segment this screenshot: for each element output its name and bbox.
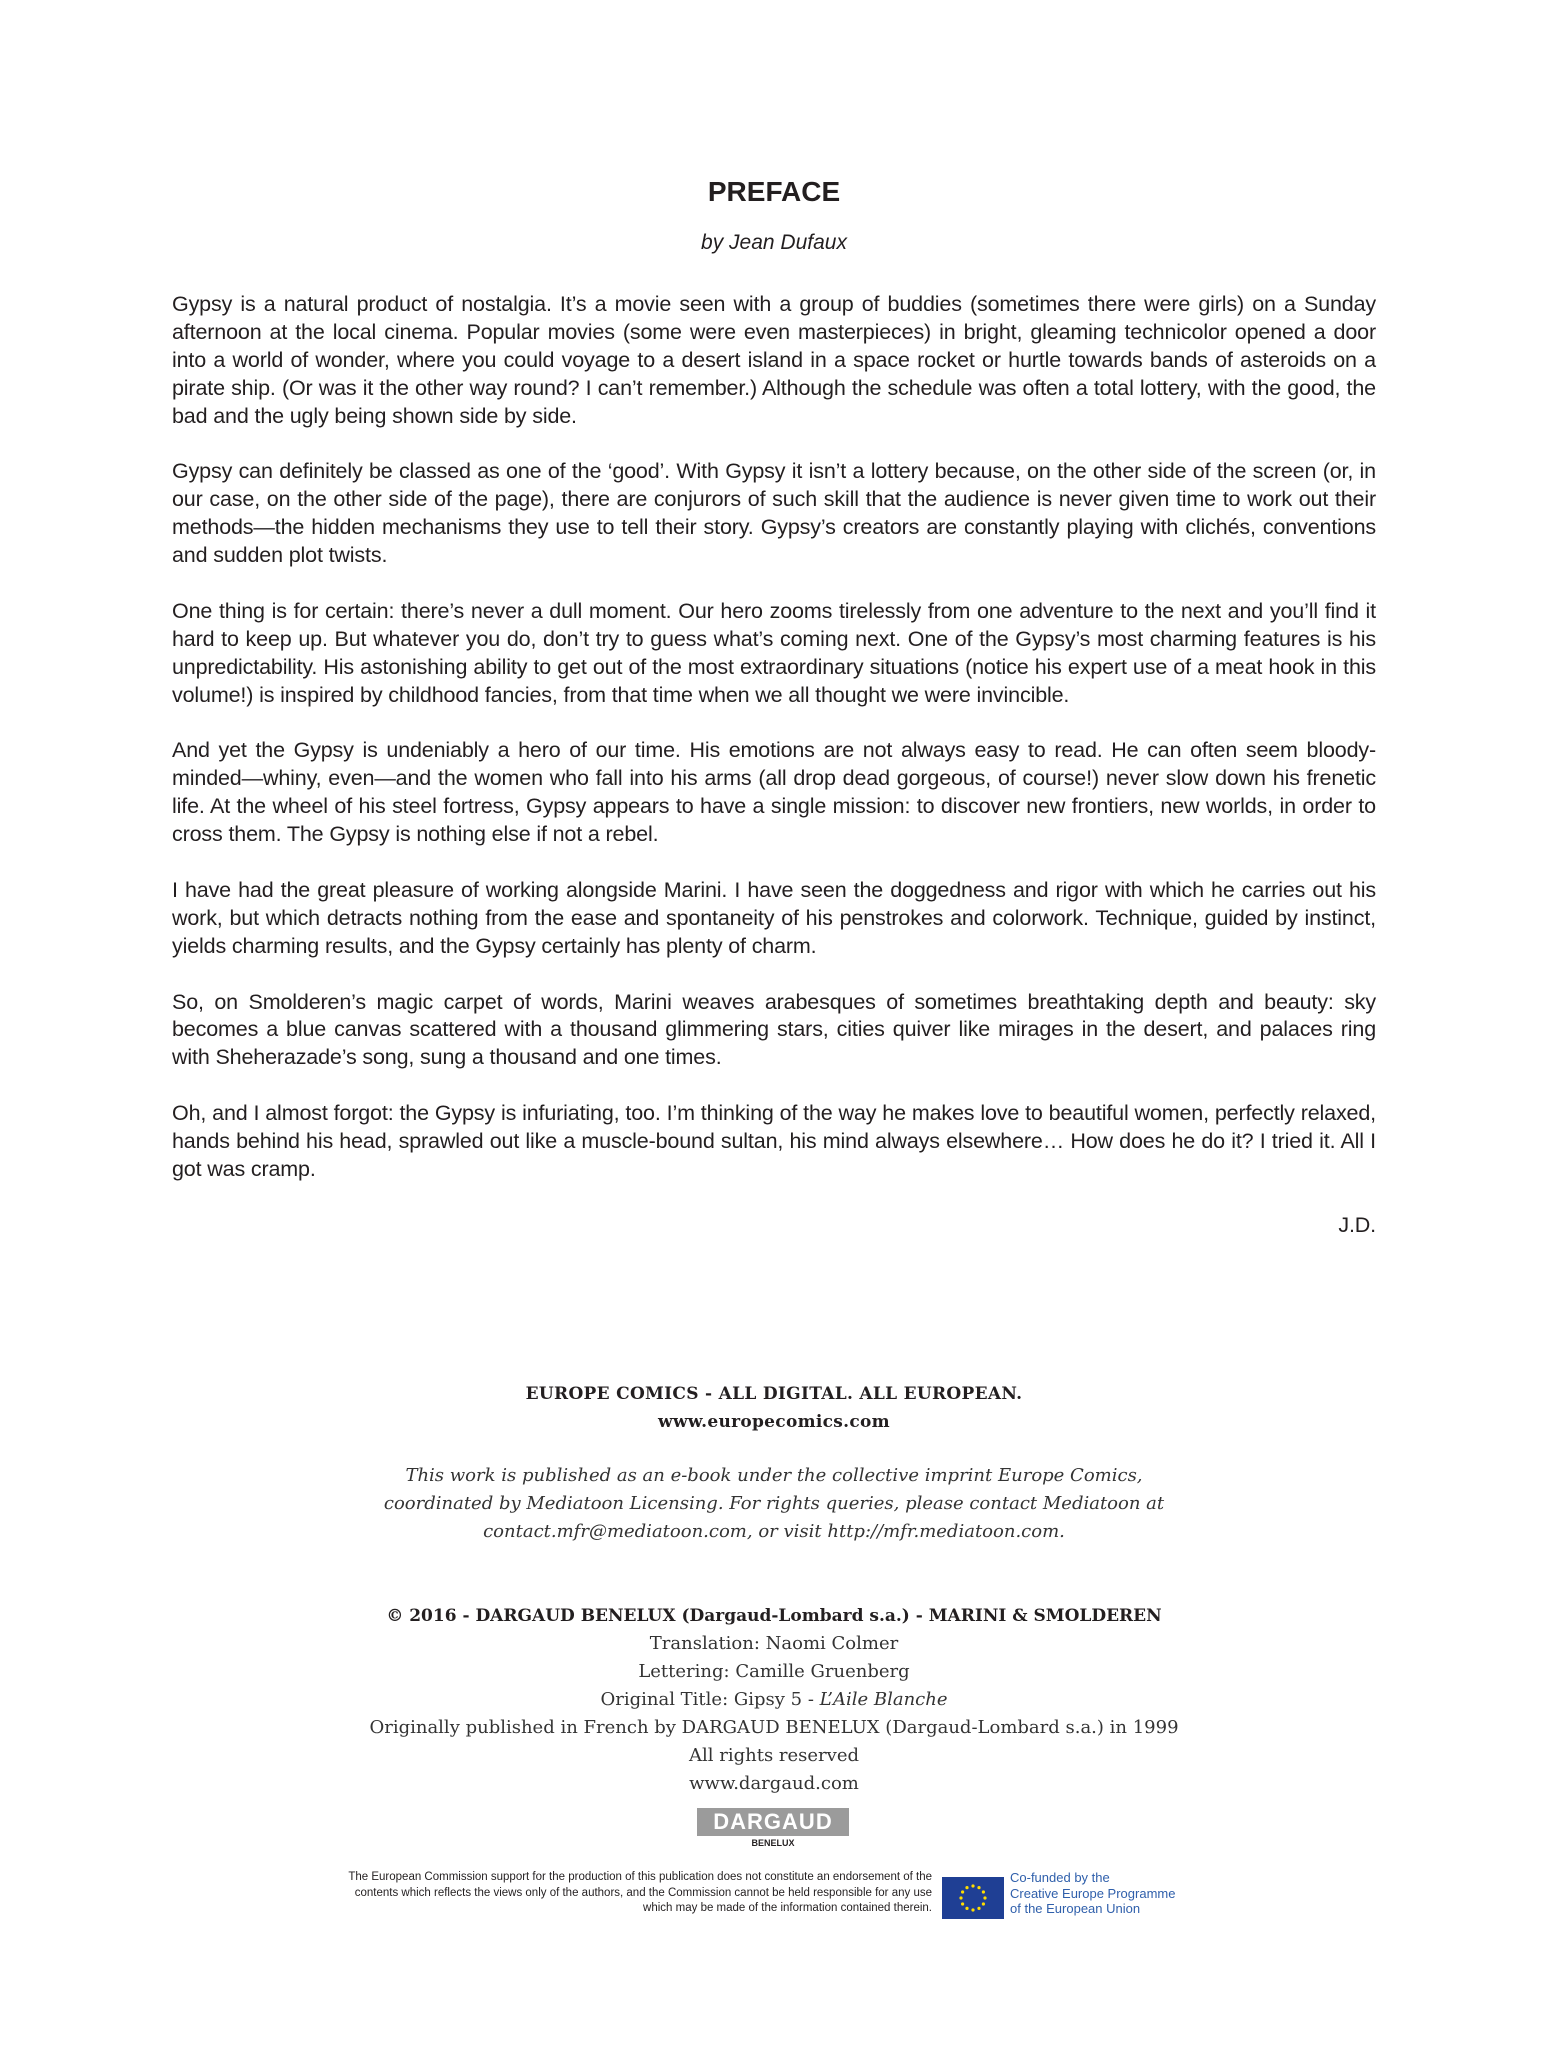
page-title: PREFACE	[707, 176, 841, 207]
imprint-text: EUROPE COMICS - ALL DIGITAL. ALL EUROPEAN.	[525, 1384, 1023, 1404]
eu-cofunded	[1010, 1870, 1175, 1917]
lettering-credit: Lettering: Camille Gruenberg	[638, 1661, 910, 1682]
paragraph: Oh, and I almost forgot: the Gypsy is infuriating, too. I’m thinking of the way he makes love to beautiful women, perfectly relaxed, hands behind his head, sprawled out like a muscle-bound sultan, his mind always elsewhere… How does he do it? I tried it. All I got was cramp.	[172, 1101, 1376, 1181]
dargaud-logo	[697, 1808, 849, 1848]
dargaud-logo-sub: BENELUX	[751, 1838, 795, 1848]
rights-reserved: All rights reserved	[689, 1745, 859, 1766]
paragraph: One thing is for certain: there’s never a dull moment. Our hero zooms tirelessly from one adventure to the next and you’ll find it hard to keep up. But whatever you do, don’t try to guess what’s coming next. One of the Gypsy’s most charming features is his unpredictability. His astonishing ability to get out of the most extraordinary situations (notice his expert use of a meat hook in this volume!) is inspired by childhood fancies, from that time when we all thought we were invincible.	[172, 598, 1376, 707]
publication-note: This work is published as an e-book under the collective imprint Europe Comics, coordinated by Mediatoon Licensing. For rights queries, please contact Mediatoon at contact.mfr@mediatoon.com, or visit http://mfr.mediatoon.com.	[383, 1465, 1165, 1542]
dargaud-link[interactable]: www.dargaud.com	[689, 1773, 859, 1794]
paragraph: Gypsy is a natural product of nostalgia. It’s a movie seen with a group of buddies (sometimes there were girls) on a Sunday afternoon at the local cinema. Popular movies (some were even masterpieces) in bright, gleaming technicolor opened a door into a world of wonder, where you could voyage to a desert island in a space rocket or hurtle towards bands of asteroids on a pirate ship. (Or was it the other way round? I can’t remember.) Although the schedule was often a total lottery, with the good, the bad and the ugly being shown side by side.	[172, 292, 1376, 428]
paragraph: And yet the Gypsy is undeniably a hero of our time. His emotions are not always easy to read. He can often seem bloody-minded—whiny, even—and the women who fall into his arms (all drop dead gorgeous, of course!) never slow down his frenetic life. At the wheel of his steel fortress, Gypsy appears to have a single mission: to discover new frontiers, new worlds, in order to cross them. The Gypsy is nothing else if not a rebel.	[172, 738, 1376, 847]
byline: by Jean Dufaux	[701, 231, 847, 254]
eu-line: Co-funded by the	[1010, 1870, 1110, 1885]
paragraph: I have had the great pleasure of working alongside Marini. I have seen the doggedness and rigor with which he carries out his work, but which detracts nothing from the ease and spontaneity of his penstrokes and colorwork. Technique, guided by instinct, yields charming results, and the Gypsy certainly has plenty of charm.	[172, 877, 1376, 958]
paragraph: Gypsy can definitely be classed as one of the ‘good’. With Gypsy it isn’t a lottery because, on the other side of the screen (or, in our case, on the other side of the page), there are conjurors of such skill that the audience is never given time to work out their methods—the hidden mechanisms they use to tell their story. Gypsy’s creators are constantly playing with clichés, conventions and sudden plot twists.	[172, 459, 1376, 568]
preface-body	[172, 291, 1376, 1268]
credits-block	[0, 1602, 1548, 1798]
original-title-value: L’Aile Blanche	[819, 1689, 948, 1710]
original-publication: Originally published in French by DARGAUD BENELUX (Dargaud-Lombard s.a.) in 1999	[369, 1717, 1179, 1738]
signature: J.D.	[1338, 1212, 1376, 1237]
imprint-block	[0, 1380, 1548, 1436]
dargaud-logo-text: DARGAUD	[697, 1808, 849, 1836]
original-title	[0, 1686, 1548, 1714]
eu-disclaimer: The European Commission support for the production of this publication does not constitute an endorsement of the contents which reflects the views only of the authors, and the Commission cannot be held responsible for any use which may be made of the information contained therein.	[348, 1871, 932, 1914]
paragraph: So, on Smolderen’s magic carpet of words, Marini weaves arabesques of sometimes breathtaking depth and beauty: sky becomes a blue canvas scattered with a thousand glimmering stars, cities quiver like mirages in the desert, and palaces ring with Sheherazade’s song, sung a thousand and one times.	[172, 989, 1376, 1070]
europecomics-link[interactable]: www.europecomics.com	[658, 1412, 890, 1432]
eu-line: of the European Union	[1010, 1901, 1141, 1916]
copyright: © 2016 - DARGAUD BENELUX (Dargaud-Lombard s.a.) - MARINI & SMOLDEREN	[386, 1606, 1162, 1626]
eu-flag-icon	[942, 1877, 1004, 1919]
original-title-label: Original Title: Gipsy 5 -	[600, 1689, 820, 1710]
translation-credit: Translation: Naomi Colmer	[649, 1633, 899, 1654]
eu-line: Creative Europe Programme	[1010, 1885, 1176, 1901]
